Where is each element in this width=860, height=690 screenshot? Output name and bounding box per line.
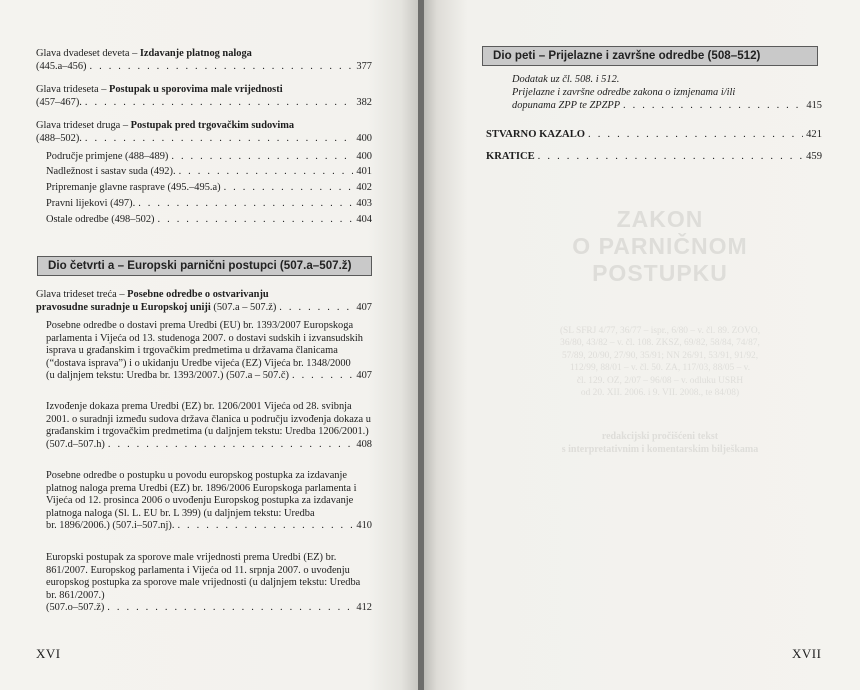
leader-dots [538,150,803,163]
show-through-line: 57/89, 20/90, 27/90, 35/91; NN 26/91, 53/91, 91/92, [561,350,759,361]
leader-dots [85,97,354,110]
toc-page-number: 401 [356,166,372,177]
show-through-subtitle [500,325,820,399]
toc-subentry[interactable] [46,151,372,164]
toc-page-number: 402 [356,182,372,193]
toc-index-subject[interactable] [486,128,822,141]
toc-entry-title: Postupak pred trgovačkim sudovima [130,120,295,131]
toc-subentry[interactable] [46,166,372,179]
toc-entry-title-line [36,289,372,302]
show-through-line: (SL SFRJ 4/77, 36/77 – ispr., 6/80 – v. čl. 89. ZOVO, [559,326,761,336]
toc-entry-title-line [36,84,372,97]
toc-entry-prefix: Glava trideset druga – [36,120,131,131]
toc-addendum-line: dopunama ZPP te ZPZPP [512,99,621,111]
toc-page-number: 421 [806,129,822,140]
leader-dots [179,166,354,179]
toc-page-number: 377 [356,60,372,72]
toc-block-line: 2006 o uvođenju Europskog postupka za izdavanje platnoga [46,495,354,519]
toc-page-number: 400 [356,132,372,144]
toc-entry-range: (488–502). [36,132,82,144]
toc-index-label: KRATICE [486,151,535,162]
show-through-title [520,206,800,287]
toc-entry-prefix: Glava dvadeset deveta – [36,48,140,59]
left-page [0,0,418,690]
toc-entry-range: (507.a – 507.ž) [213,301,277,313]
toc-block-payment-order[interactable] [46,470,372,533]
toc-page-number: 459 [806,151,822,162]
toc-page-number: 415 [806,99,822,111]
toc-entry-range: (457–467). [36,96,82,108]
toc-block-line: Posebne odredbe o dostavi prema Uredbi (EU) br. 1393/2007 [46,320,301,331]
show-through-line: čl. 129. OZ, 2/07 – 96/08 – v. odluku USRH [576,375,744,386]
toc-entry-title: Izdavanje platnog naloga [139,48,252,59]
toc-block-last-line: br. 1896/2006.) (507.i–507.nj). [46,520,175,532]
toc-block-line: srpnja 2007. o uvođenju europskog postupka za sporove male [46,564,350,589]
show-through-title-line: O PARNIČNOM [572,233,748,259]
toc-entry-title: Postupak u sporovima male vrijednosti [109,84,283,95]
show-through-title-line: POSTUPKU [592,260,728,286]
toc-entry-chapter-29[interactable] [36,48,372,73]
show-through-line: 112/99, 88/01 – v. čl. 50. ZA, 117/03, 88/05 – v. [569,363,751,374]
show-through-line: od 20. XII. 2006. i 9. VII. 2008., te 84/08) [580,388,740,399]
toc-block-line: postupka za izdavanje platnog naloga prema Uredbi (EZ) br. [46,470,347,494]
toc-block-line: Europskoga parlamenta i Vijeća od 13. studenoga 2007. [46,320,354,344]
toc-entry-prefix: Glava trideseta – [36,84,109,95]
leader-dots [623,100,803,113]
toc-block-taking-evidence[interactable] [46,401,372,451]
toc-page-number: 403 [356,198,372,209]
toc-entry-chapter-33[interactable] [36,289,372,314]
toc-block-line: i trgovačkim predmetima u državama članicama (“dostava [46,345,338,369]
toc-page-number: 382 [356,96,372,108]
toc-block-line: u području izvođenja dokaza u građanskim i trgovačkim [46,413,371,438]
toc-subentry[interactable] [46,198,372,211]
toc-entry-title-cont: pravosudne suradnje u Europskoj uniji [36,301,211,313]
leader-dots [138,198,353,211]
toc-block-last-line: (507.d–507.h) [46,438,105,450]
toc-subentry-label: Područje primjene (488–489) [46,151,169,162]
toc-entry-title: Posebne odredbe o ostvarivanju [127,289,269,300]
toc-page-number: 407 [356,301,372,313]
toc-entry-prefix: Glava trideset treća – [36,289,128,300]
toc-block-line: naloga (Sl. L. EU br. L 399) (u daljnjem tekstu: Uredba [84,507,315,519]
toc-page-number: 407 [356,370,372,382]
leader-dots [158,214,354,227]
toc-block-line: isprava”) i o ukidanju Uredbe vijeća (EZ) Vijeća br. 1348/2000 [88,357,351,369]
leader-dots [177,520,353,533]
toc-block-small-claims[interactable] [46,552,372,615]
toc-page-number: 408 [356,438,372,450]
toc-block-line: o dostavi sudskih i izvansudskih isprava u građanskim [46,332,363,357]
leader-dots [279,302,353,315]
toc-block-last-line: (u daljnjem tekstu: Uredba br. 1393/2007.) (507.a – 507.č) [46,370,289,382]
toc-index-label: STVARNO KAZALO [486,129,585,140]
toc-page-number: 400 [356,151,372,162]
page-folio-left: XVI [36,646,61,661]
toc-page-number: 412 [356,602,372,614]
toc-subentry-label: Ostale odredbe (498–502) [46,214,155,225]
toc-entry-title-line [36,120,372,133]
show-through-note [500,430,820,456]
toc-subentry-label: Pripremanje glavne rasprave (495.–495.a) [46,182,221,193]
toc-index-abbreviations[interactable] [486,150,822,163]
toc-entry-chapter-30[interactable] [36,84,372,109]
leader-dots [90,61,354,74]
toc-addendum-line: Dodatak uz čl. 508. i 512. [512,74,620,85]
leader-dots [107,602,353,615]
leader-dots [224,182,354,195]
toc-entry-range: (445.a–456) [36,60,87,72]
toc-subentry[interactable] [46,214,372,227]
toc-block-line: (EZ) br. 861/2007. Europskog parlamenta i Vijeća od 11. [46,552,337,576]
toc-block-line: Europski postupak za sporove male vrijednosti prema Uredbi [46,552,301,563]
toc-addendum-line: Prijelazne i završne odredbe zakona o izmjenama i/ili [512,86,736,98]
toc-entry-title-line [36,48,372,61]
toc-entry-range-line [36,302,276,315]
toc-addendum[interactable] [512,74,822,112]
leader-dots [108,439,354,452]
toc-page-number: 404 [356,214,372,225]
toc-block-line: Posebne odredbe o postupku u povodu europskog [46,470,253,481]
show-through-title-line: ZAKON [616,206,704,232]
show-through-line: s interpretativnim i komentarskim bilješkama [561,444,759,455]
section-heading-part-5[interactable]: Dio peti – Prijelazne i završne odredbe (508–512) [482,46,818,66]
toc-subentry-label: Pravni lijekovi (497). [46,198,136,209]
toc-block-service-of-documents[interactable] [46,320,372,383]
leader-dots [171,151,353,164]
toc-block-line: vrijednosti (u daljnjem tekstu: Uredba br. 861/2007.) [46,577,361,601]
toc-block-line: predmetima (u daljnjem tekstu: Uredba 1206/2001.) [152,426,369,438]
toc-block-line: od 28. svibnja 2001. o suradnji između sudova država članica [46,401,352,425]
leader-dots [292,370,353,383]
section-heading-part-4a[interactable]: Dio četvrti a – Europski parnični postupci (507.a–507.ž) [37,256,372,276]
leader-dots [85,133,354,146]
leader-dots [588,128,803,141]
toc-block-line: 1896/2006 Europskoga parlamenta i Vijeća od 12. prosinca [46,482,357,507]
page-folio-right: XVII [792,646,822,661]
toc-subentry-label: Nadležnost i sastav suda (492). [46,166,176,177]
toc-page-number: 410 [356,520,372,532]
toc-subentry[interactable] [46,182,372,195]
toc-block-last-line: (507.o–507.ž) [46,602,105,614]
show-through-line: 36/80, 43/82 – v. čl. 108. ZKSZ, 69/82, 58/84, 74/87, [560,338,760,349]
toc-entry-chapter-32[interactable] [36,120,372,145]
show-through-line: redakcijski pročišćeni tekst [601,431,719,442]
toc-block-line: Izvođenje dokaza prema Uredbi (EZ) br. 1206/2001 Vijeća [46,401,291,412]
